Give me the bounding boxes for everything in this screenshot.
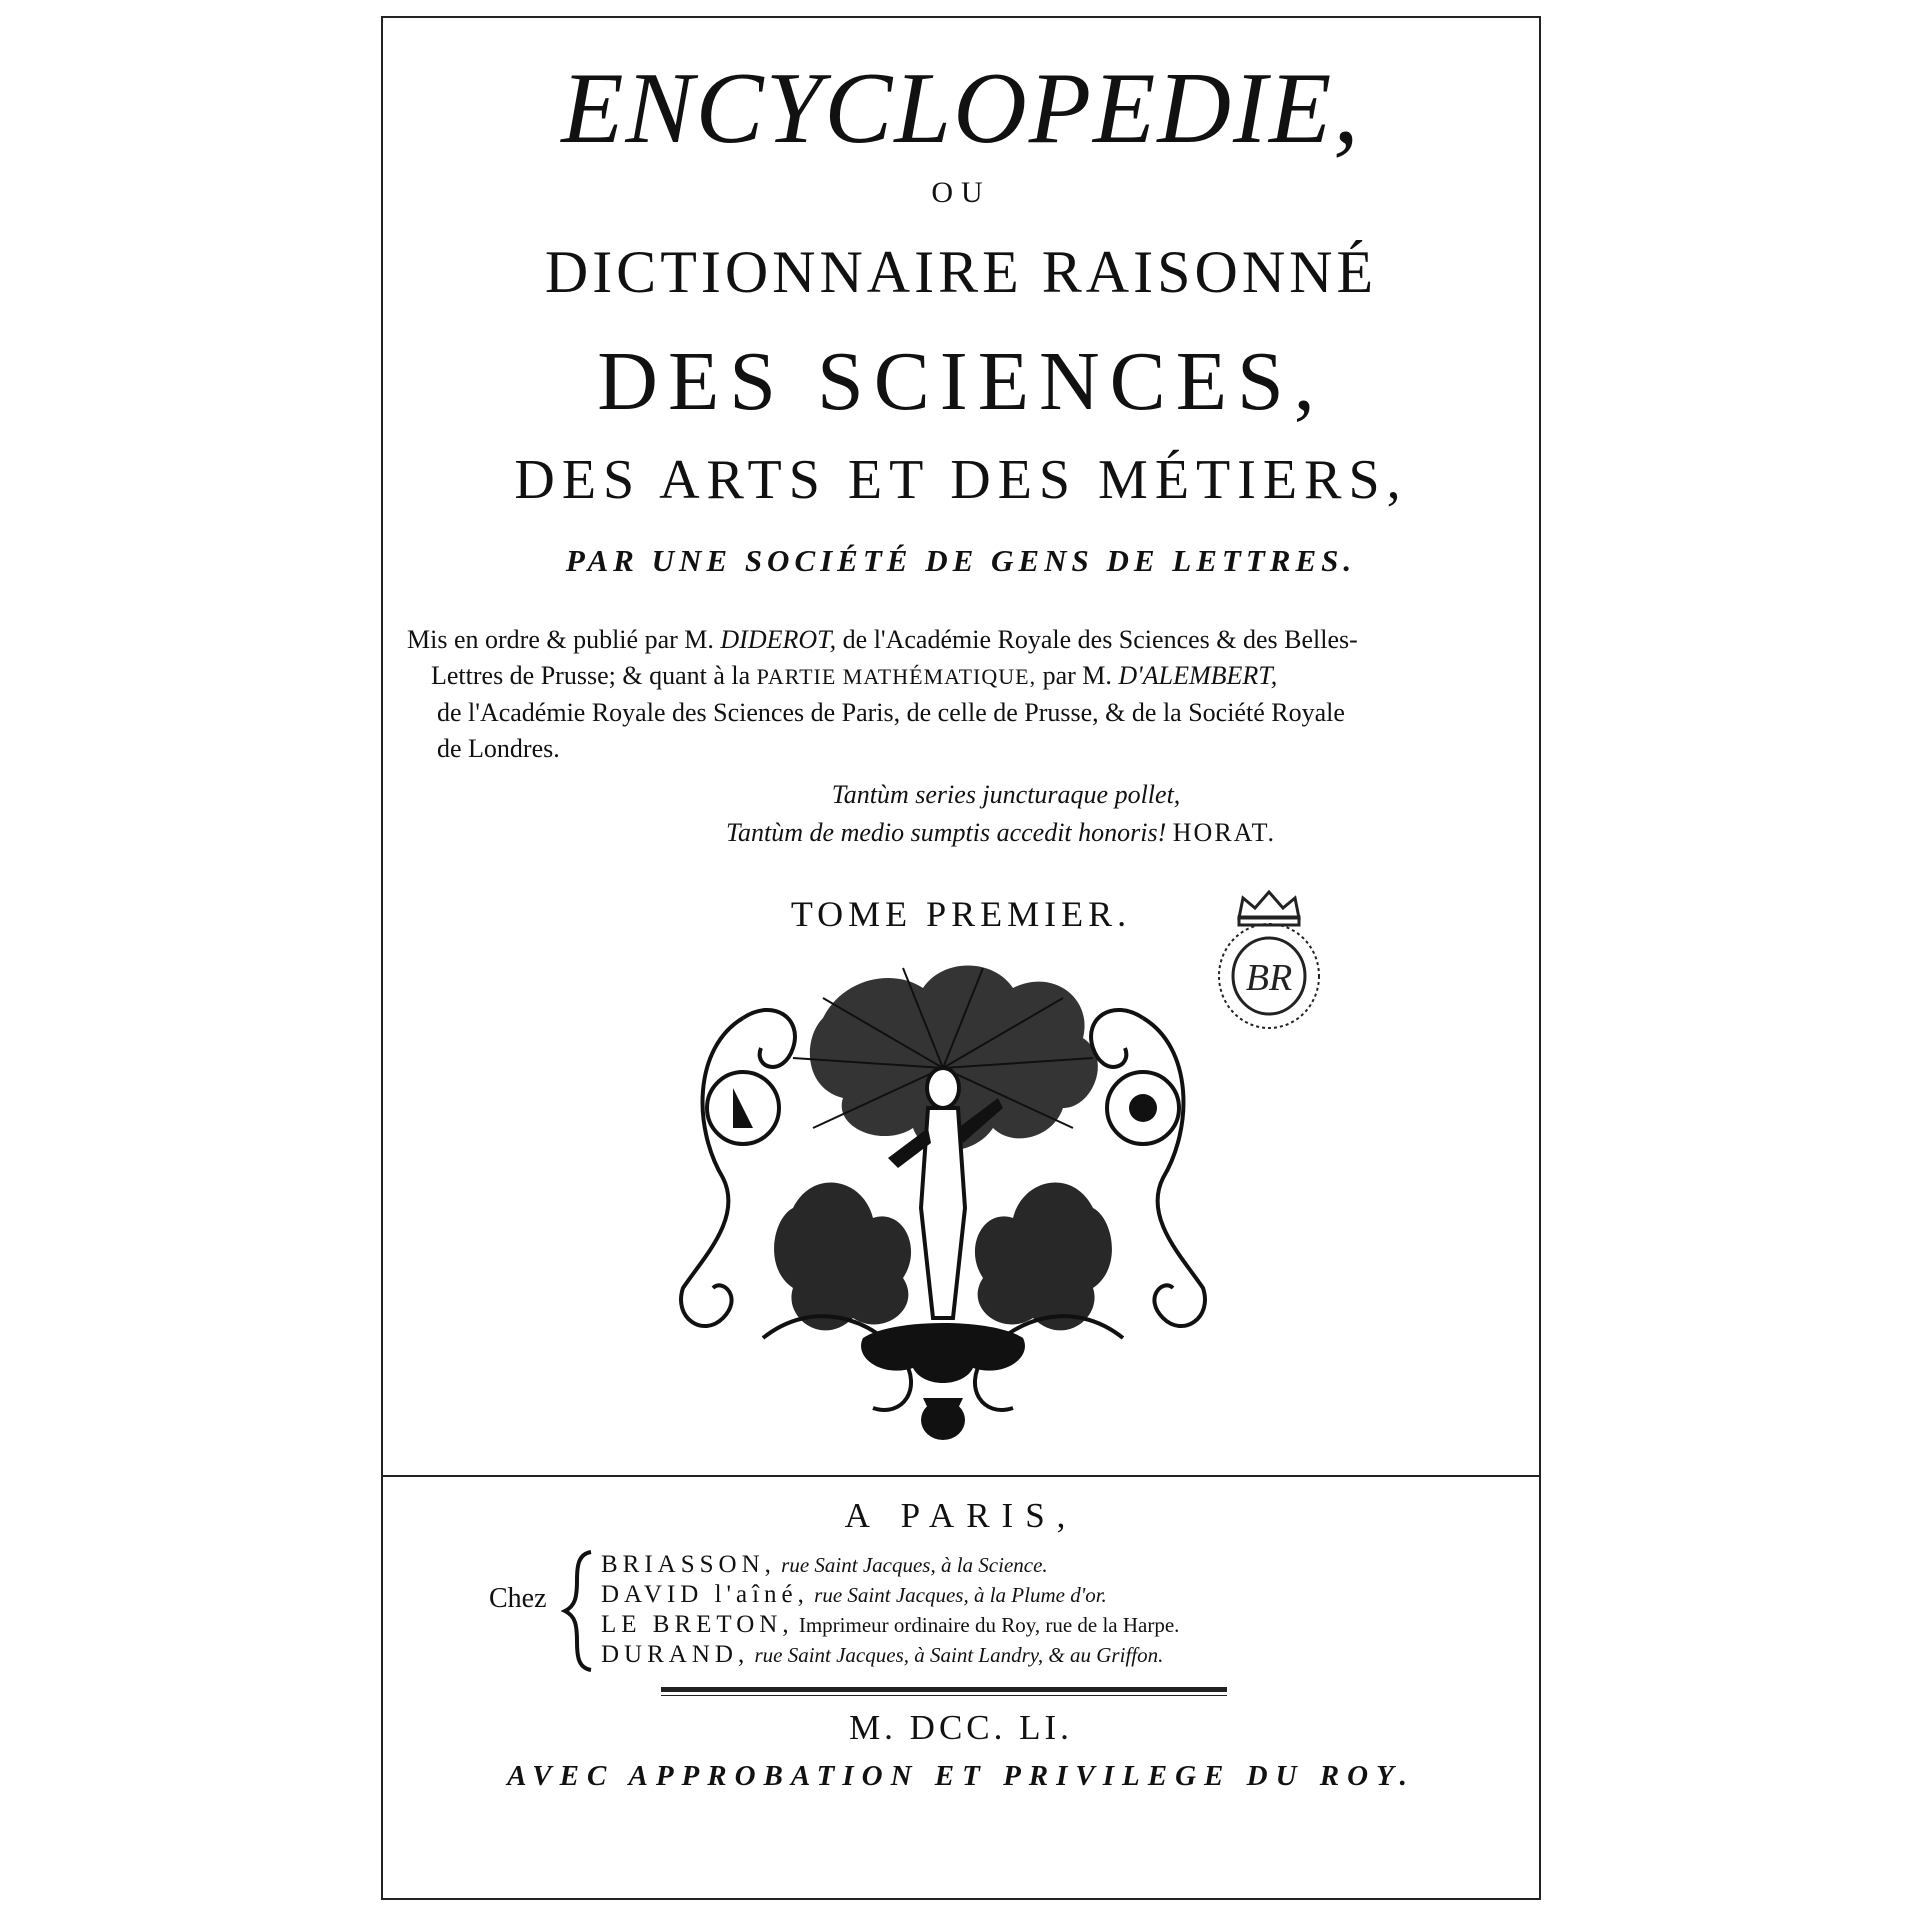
epigraph-line-2 (383, 818, 1539, 848)
publisher-row (601, 1580, 1179, 1610)
publisher-row (601, 1610, 1179, 1640)
publisher-row (601, 1550, 1179, 1580)
title-ou: OU (931, 176, 991, 209)
publisher-name: LE BRETON, (601, 1611, 794, 1638)
dalembert-name: D'ALEMBERT, (1118, 661, 1278, 690)
editors-text: Lettres de Prusse; & quant à la (431, 661, 757, 690)
editors-line-1 (407, 622, 1495, 658)
publisher-name: DAVID l'aîné, (601, 1581, 809, 1608)
imprint-year: M. DCC. LI. (849, 1708, 1073, 1747)
library-stamp-icon (1209, 884, 1329, 1034)
editors-text: de l'Académie Royale des Sciences & des Belles- (836, 625, 1358, 654)
imprint-city: A PARIS, (844, 1496, 1078, 1535)
imprint-divider (383, 1475, 1539, 1477)
epigraph-text: Tantùm de medio sumptis accedit honoris! (725, 818, 1173, 847)
editors-line-4: de Londres. (437, 734, 560, 763)
imprint-rule (661, 1687, 1227, 1692)
editors-text: par M. (1036, 661, 1119, 690)
partie-mathematique: PARTIE MATHÉMATIQUE, (756, 664, 1037, 689)
title-dictionnaire: DICTIONNAIRE RAISONNÉ (544, 239, 1378, 305)
editors-line-2 (407, 658, 1495, 695)
imprint-approbation: AVEC APPROBATION ET PRIVILEGE DU ROY. (507, 1760, 1415, 1792)
stamp-monogram: BR (1245, 957, 1293, 999)
title-page (381, 16, 1541, 1900)
epigraph-line-1: Tantùm series juncturaque pollet, (831, 780, 1181, 809)
brace-icon (561, 1550, 597, 1672)
editors-paragraph (407, 622, 1495, 767)
publisher-row (601, 1640, 1179, 1670)
title-encyclopedie: ENCYCLOPEDIE, (561, 52, 1361, 165)
publisher-address: Imprimeur ordinaire du Roy, rue de la Harpe. (793, 1613, 1180, 1637)
publishers-list (601, 1550, 1179, 1670)
title-sciences: DES SCIENCES, (597, 335, 1325, 428)
subtitle-societe: PAR UNE SOCIÉTÉ DE GENS DE LETTRES. (565, 543, 1357, 578)
title-arts: DES ARTS ET DES MÉTIERS, (514, 449, 1408, 511)
diderot-name: DIDEROT, (720, 625, 837, 654)
editors-text: Mis en ordre & publié par M. (407, 625, 721, 654)
publisher-address: rue Saint Jacques, à la Science. (775, 1553, 1048, 1577)
publisher-name: BRIASSON, (601, 1551, 776, 1578)
epigraph-author: HORAT. (1172, 818, 1277, 847)
publisher-address: rue Saint Jacques, à Saint Landry, & au Griffon. (749, 1643, 1164, 1667)
vignette-ornament-icon (673, 958, 1213, 1448)
tome-label: TOME PREMIER. (790, 894, 1132, 934)
editors-line-3: de l'Académie Royale des Sciences de Paris, de celle de Prusse, & de la Société Royale (437, 698, 1345, 727)
imprint-chez: Chez (489, 1583, 547, 1614)
publisher-name: DURAND, (601, 1641, 750, 1668)
publisher-address: rue Saint Jacques, à la Plume d'or. (808, 1583, 1107, 1607)
